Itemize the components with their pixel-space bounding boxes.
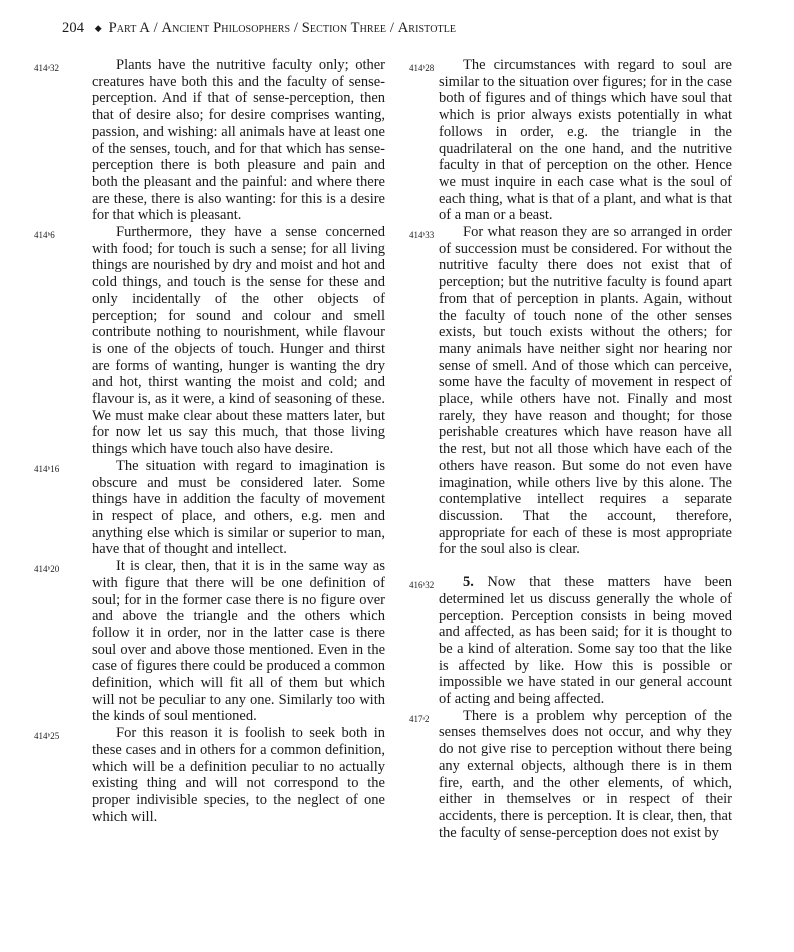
marginal-reference: 414ᵇ16 [34,463,60,474]
page-number: 204 [62,20,85,36]
paragraph [34,558,385,725]
paragraph-text: Furthermore, they have a sense concerned with food; for touch is such a sense; for all living things are nourished by dry and moist and hot and cold things, and touch is the sense for these and only incidentally of the other objects of perception; for sound and colour and smell contribute nothing to nourishment, while flavour is one of the objects of touch. Hunger and thirst are forms of wanting, hunger is wanting the dry and hot, thirst wanting the moist and cold; and flavour is, as it were, a kind of seasoning of these. We must make clear about these matters later, but for now let us say this much, that those living things which have touch also have desire. [92,224,385,458]
marginal-reference: 417ᵃ2 [409,713,430,724]
paragraph-text: It is clear, then, that it is in the same way as with figure that there will be one definition of soul; for in the former case there is no figure over and above the triangle and the others which follow it in order, nor in the latter case is there soul over and above those mentioned. Even in the case of figures there could be produced a common definition, which will fit all of them but which will not be peculiar to any one. Similarly too with the kinds of soul mentioned. [92,558,385,725]
marginal-reference: 414ᵇ20 [34,564,60,575]
paragraph-text: For what reason they are so arranged in order of succession must be considered. For without the nutritive faculty there does not exist that of perception; but the nutritive faculty is found apart from that of perception in plants. Again, without the faculty of touch none of the other senses exists, but touch exists without the others; for many animals have neither sight nor hearing nor sense of smell. And of those which can perceive, some have the faculty of movement in respect of place, while others have not. Finally and most rarely, they have reason and thought; for those perishable creatures which have reason have all the rest, but not all those which have each of the others have reason. But some do not even have imagination, while others live by this alone. The contemplative intellect requires a separate discussion. That the account, therefore, appropriate for each of these is most appropriate for the soul also is clear. [439,224,732,558]
paragraph [409,707,732,842]
running-header [62,20,456,37]
left-column [34,57,385,825]
marginal-reference: 416ᵇ32 [409,580,435,591]
paragraph [34,457,385,558]
header-slash: / [293,20,299,36]
paragraph [34,57,385,224]
paragraph [409,224,732,558]
paragraph-text: Now that these matters have been determined let us discuss generally the whole of perception. Perception consists in being moved and affected, as has been said; for it is thought to be a kind of alteration. Some say too that the like is affected by like. How this is possible or impossible we have stated in our general account of acting and being affected. [439,574,732,708]
header-section-1: Ancient Philosophers [161,20,291,36]
right-column [409,57,732,841]
paragraph [409,57,732,224]
header-section-2: Section Three [301,20,387,36]
paragraph [409,574,732,708]
marginal-reference: 414ᵇ33 [409,230,435,241]
chapter-number: 5. [463,574,474,591]
header-slash: / [389,20,394,36]
paragraph-text: For this reason it is foolish to seek both in these cases and in others for a common definition, which will be a definition peculiar to no actually existing thing and will not correspond to the proper indivisible species, to the neglect of one which will. [92,725,385,825]
diamond-separator-icon: ◆ [94,23,102,33]
marginal-reference: 414ᵇ25 [34,731,60,742]
marginal-reference: 414ᵇ28 [409,63,435,73]
marginal-reference: 414ᵃ32 [34,63,59,73]
paragraph [34,725,385,825]
paragraph-text: There is a problem why perception of the senses themselves does not occur, and why they do not give rise to perception without there being any external objects, although there is in them fire, earth, and the other elements, of which, either in themselves or in respect of their accidents, there is perception. It is clear, then, that the faculty of sense-perception does not exist by [439,707,732,841]
header-section-3: Aristotle [397,20,457,36]
header-part: Part A [108,20,150,36]
paragraph-text: Plants have the nutritive faculty only; other creatures have both this and the faculty of sense-perception. And if that of sense-perception, then that of desire also; for desire comprises wanting, passion, and wishing: all animals have at least one of the senses, touch, and for that which has sense-perception there is both pleasure and pain and both the pleasant and the painful: and where there are these, there is also wanting: for this is a desire for that which is pleasant. [92,57,385,224]
paragraph-text: The situation with regard to imagination is obscure and must be considered later. Some things have in addition the faculty of movement in respect of place, and others, e.g. men and anything else which is similar or superior to man, have that of thought and intellect. [92,457,385,558]
paragraph-text: The circumstances with regard to soul are similar to the situation over figures; for in the case both of figures and of things which have soul that which is prior always exists potentially in what follows in order, e.g. the triangle in the quadrilateral on the one hand, and the nutritive faculty in that of perception on the other. Hence we must inquire in each case what is the soul of each thing, what is that of a plant, and what is that of a man or a beast. [439,57,732,224]
paragraph [34,224,385,458]
header-slash: / [153,20,158,36]
marginal-reference: 414ᵇ6 [34,230,55,241]
